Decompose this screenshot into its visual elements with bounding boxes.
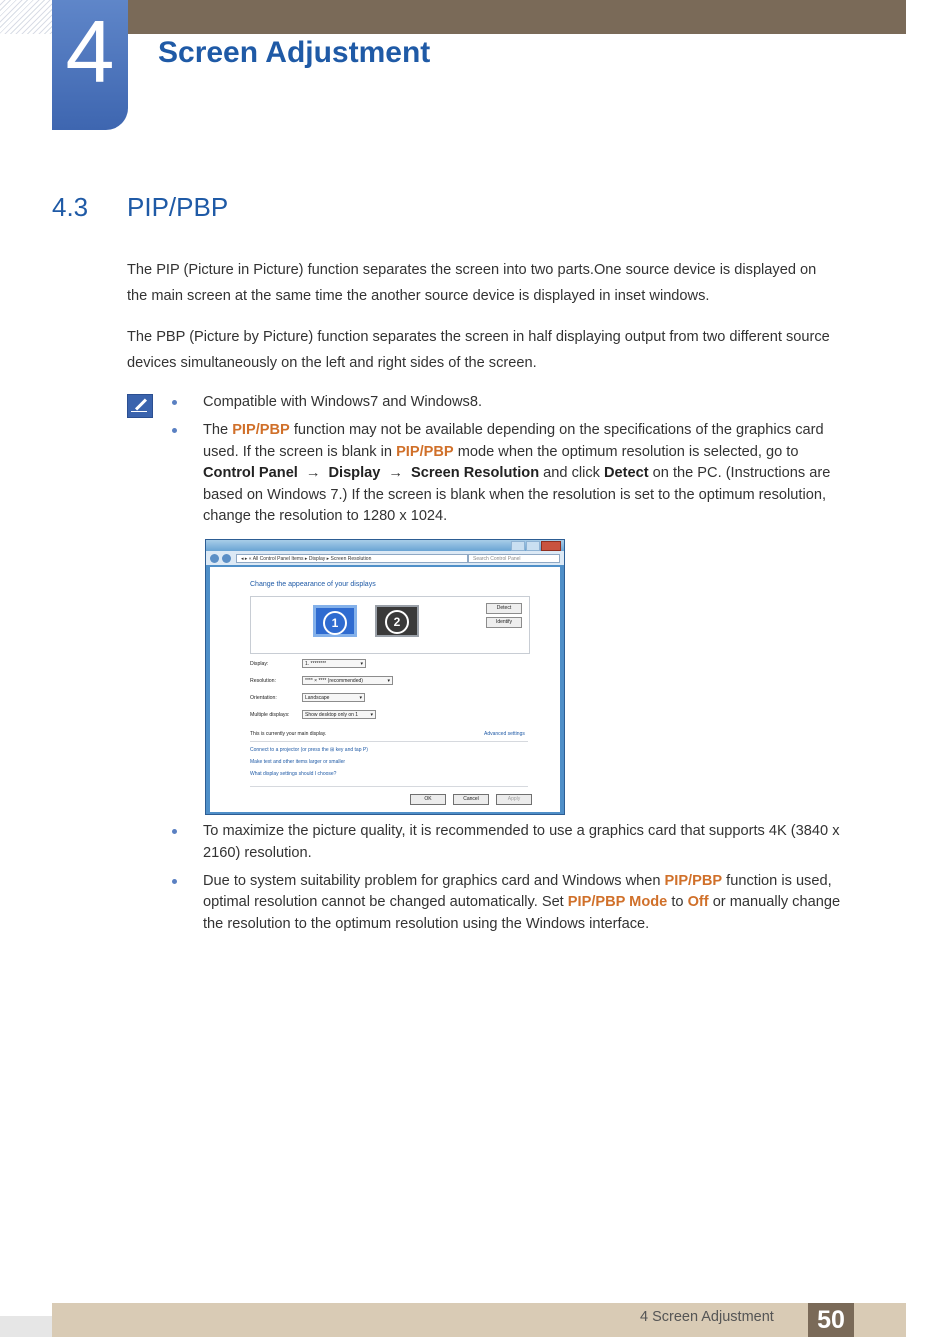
chapter-tab xyxy=(52,0,128,130)
minimize-icon xyxy=(511,541,525,551)
list-item: Compatible with Windows7 and Windows8. xyxy=(172,392,842,414)
display-dropdown: 1. ******** ▾ xyxy=(302,659,366,668)
monitor-2: 2 xyxy=(375,605,419,637)
multiple-displays-dropdown: Show desktop only on 1 ▾ xyxy=(302,710,376,719)
corner-hatch xyxy=(0,0,52,34)
dialog-body xyxy=(210,567,560,812)
identify-button: Identify xyxy=(486,617,522,628)
chapter-title: Screen Adjustment xyxy=(158,36,431,69)
section-number: 4.3 xyxy=(52,192,89,222)
orientation-label: Orientation: xyxy=(250,695,277,701)
detect-button: Detect xyxy=(486,603,522,614)
header-bar xyxy=(128,0,906,34)
section-title: PIP/PBP xyxy=(127,192,229,222)
display-label: Display: xyxy=(250,661,269,667)
note-list-top xyxy=(172,392,842,534)
resolution-dropdown: **** × **** (recommended) ▾ xyxy=(302,676,393,685)
close-icon xyxy=(541,541,561,551)
chapter-number: 4 xyxy=(65,2,115,101)
list-item: Due to system suitability problem for graphics card and Windows when PIP/PBP function is used, optimal resolution cannot be changed automatically. Set PIP/PBP Mode to Off or manually change the resolution to the optimum resolution using the Windows interface. xyxy=(172,871,842,936)
footer-chapter-label: 4 Screen Adjustment xyxy=(640,1309,774,1325)
main-display-text: This is currently your main display. xyxy=(250,731,327,737)
forward-icon xyxy=(222,554,231,563)
search-box: Search Control Panel xyxy=(468,554,560,563)
window-controls xyxy=(511,541,561,551)
footer-bar xyxy=(52,1303,906,1337)
cancel-button: Cancel xyxy=(453,794,489,805)
maximize-icon xyxy=(526,541,540,551)
pencil-note-icon xyxy=(127,394,153,418)
paragraph-pip: The PIP (Picture in Picture) function separates the screen into two parts.One source device is displayed on the main screen at the same time the another source device is displayed in inset windows. xyxy=(127,262,817,304)
text-size-link: Make text and other items larger or smaller xyxy=(250,759,346,765)
settings-help-link: What display settings should I choose? xyxy=(250,771,337,777)
list-item: The PIP/PBP function may not be available depending on the specifications of the graphics card used. If the screen is blank in PIP/PBP mode when the optimum resolution is selected, go to Control Panel → Display → Screen Resolution and click Detect on the PC. (Instructions are based on Windows 7.) If the screen is blank when the resolution is set to the optimum resolution, change the resolution to 1280 x 1024. xyxy=(172,420,842,528)
screen-resolution-screenshot xyxy=(205,539,565,815)
note-list-bottom xyxy=(172,821,842,942)
address-bar: ◂ ▸ « All Control Panel Items ▸ Display ▸ Screen Resolution xyxy=(236,554,468,563)
divider xyxy=(250,741,528,742)
page-number: 50 xyxy=(808,1303,854,1337)
advanced-settings-link: Advanced settings xyxy=(484,731,525,737)
footer-corner xyxy=(0,1316,52,1337)
orientation-dropdown: Landscape ▾ xyxy=(302,693,365,702)
paragraph-pbp: The PBP (Picture by Picture) function separates the screen in half displaying output from two different source devices simultaneously on the left and right sides of the screen. xyxy=(127,329,830,371)
apply-button: Apply xyxy=(496,794,532,805)
divider xyxy=(250,786,528,787)
monitor-1: 1 xyxy=(313,605,357,637)
list-item: To maximize the picture quality, it is recommended to use a graphics card that supports 4K (3840 x 2160) resolution. xyxy=(172,821,842,864)
dialog-heading: Change the appearance of your displays xyxy=(250,581,376,588)
monitor-area xyxy=(250,596,530,654)
multiple-displays-label: Multiple displays: xyxy=(250,712,290,718)
projector-link: Connect to a projector (or press the ⊞ key and tap P) xyxy=(250,747,368,753)
resolution-label: Resolution: xyxy=(250,678,276,684)
back-icon xyxy=(210,554,219,563)
ok-button: OK xyxy=(410,794,446,805)
